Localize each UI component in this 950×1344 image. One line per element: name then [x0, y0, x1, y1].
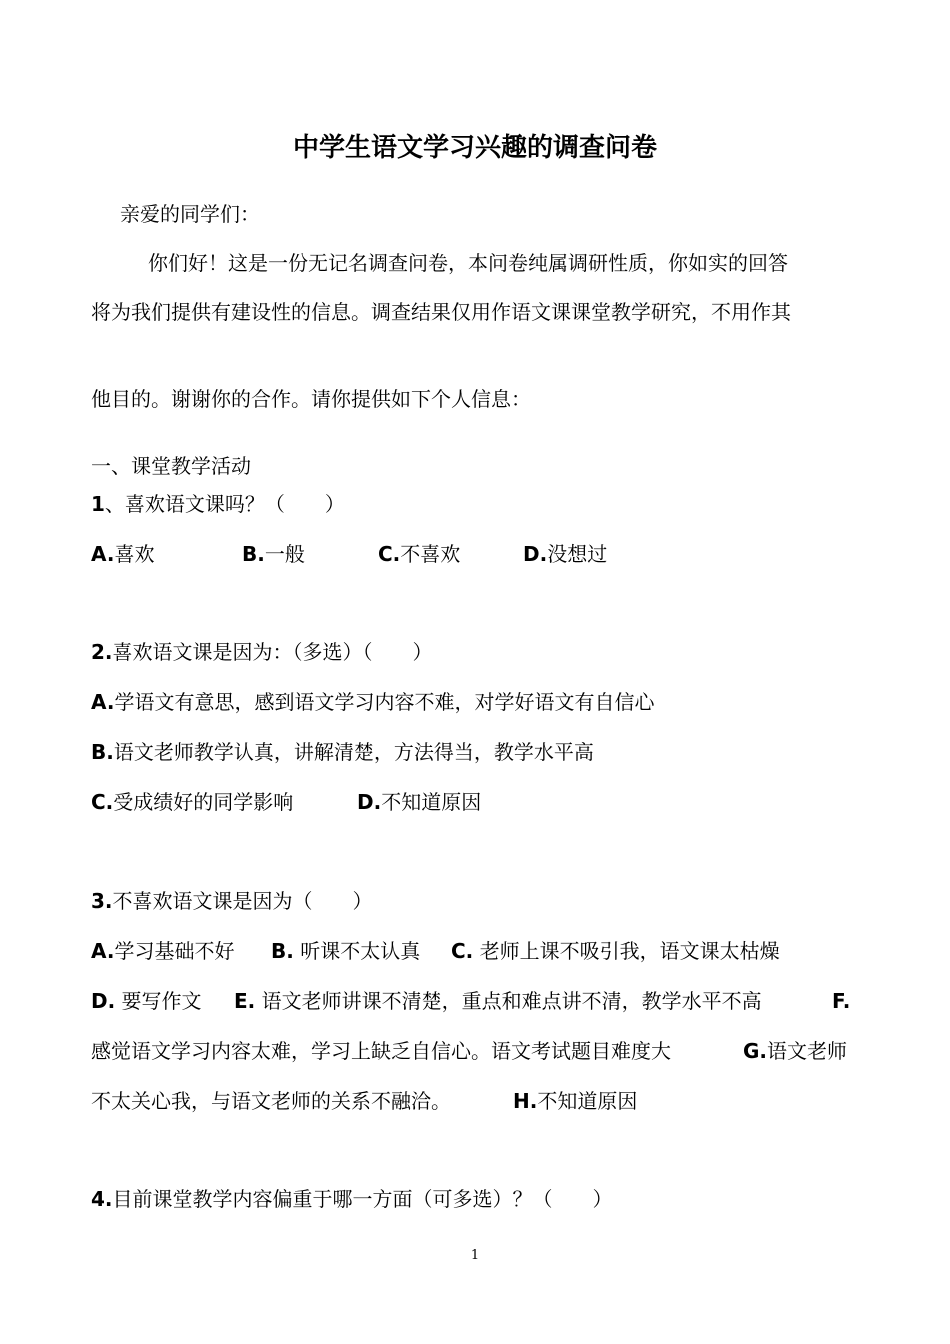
question-3-option-d: D. 要写作文 — [91, 989, 202, 1013]
question-4 — [91, 1185, 613, 1213]
question-text: 喜欢语文课是因为：（多选）（ ） — [112, 640, 433, 664]
question-2-option-b: B.语文老师教学认真，讲解清楚，方法得当，教学水平高 — [91, 740, 594, 764]
question-2-option-d: D.不知道原因 — [357, 790, 482, 814]
page-title: 中学生语文学习兴趣的调查问卷 — [292, 133, 657, 163]
question-number: 3. — [91, 889, 113, 913]
question-3-option-g-cont: 不太关心我，与语文老师的关系不融洽。 — [91, 1089, 451, 1113]
question-3 — [91, 887, 373, 915]
question-2-option-c: C.受成绩好的同学影响 — [91, 790, 294, 814]
question-3-option-c: C. 老师上课不吸引我，语文课太枯燥 — [451, 939, 780, 963]
question-3-options-line-1: A.学习基础不好 — [91, 939, 235, 963]
page-number: 1 — [470, 1248, 480, 1263]
question-2-option-a: A.学语文有意思，感到语文学习内容不难，对学好语文有自信心 — [91, 690, 655, 714]
question-3-option-e: E. 语文老师讲课不清楚，重点和难点讲不清，教学水平不高 — [234, 989, 762, 1013]
question-3-option-f-letter: F. — [832, 989, 851, 1013]
question-3-option-f: 感觉语文学习内容太难，学习上缺乏自信心。语文考试题目难度大 — [91, 1039, 671, 1063]
question-number: 2. — [91, 640, 113, 664]
question-1-option-c: C.不喜欢 — [378, 542, 461, 566]
question-1-option-b: B.一般 — [242, 542, 305, 566]
question-2 — [91, 638, 433, 666]
question-1-option-a: A.喜欢 — [91, 542, 155, 566]
question-text: 不喜欢语文课是因为（ ） — [112, 889, 373, 913]
question-1-option-d: D.没想过 — [523, 542, 608, 566]
question-3-option-g: G.语文老师 — [743, 1039, 848, 1063]
question-number: 1 — [91, 492, 105, 516]
question-3-option-b: B. 听课不太认真 — [271, 939, 421, 963]
question-1 — [91, 490, 345, 518]
question-3-option-h: H.不知道原因 — [513, 1089, 638, 1113]
question-text: 目前课堂教学内容偏重于哪一方面（可多选）？（ ） — [112, 1187, 613, 1211]
greeting: 亲爱的同学们： — [120, 202, 260, 226]
section-heading: 一、课堂教学活动 — [91, 454, 251, 478]
question-number: 4. — [91, 1187, 113, 1211]
intro-line-3: 他目的。谢谢你的合作。请你提供如下个人信息： — [91, 387, 531, 411]
question-text: 、喜欢语文课吗？（ ） — [104, 492, 345, 516]
intro-line-1: 你们好！这是一份无记名调查问卷，本问卷纯属调研性质，你如实的回答 — [148, 251, 788, 275]
intro-line-2: 将为我们提供有建设性的信息。调查结果仅用作语文课课堂教学研究，不用作其 — [91, 300, 791, 324]
